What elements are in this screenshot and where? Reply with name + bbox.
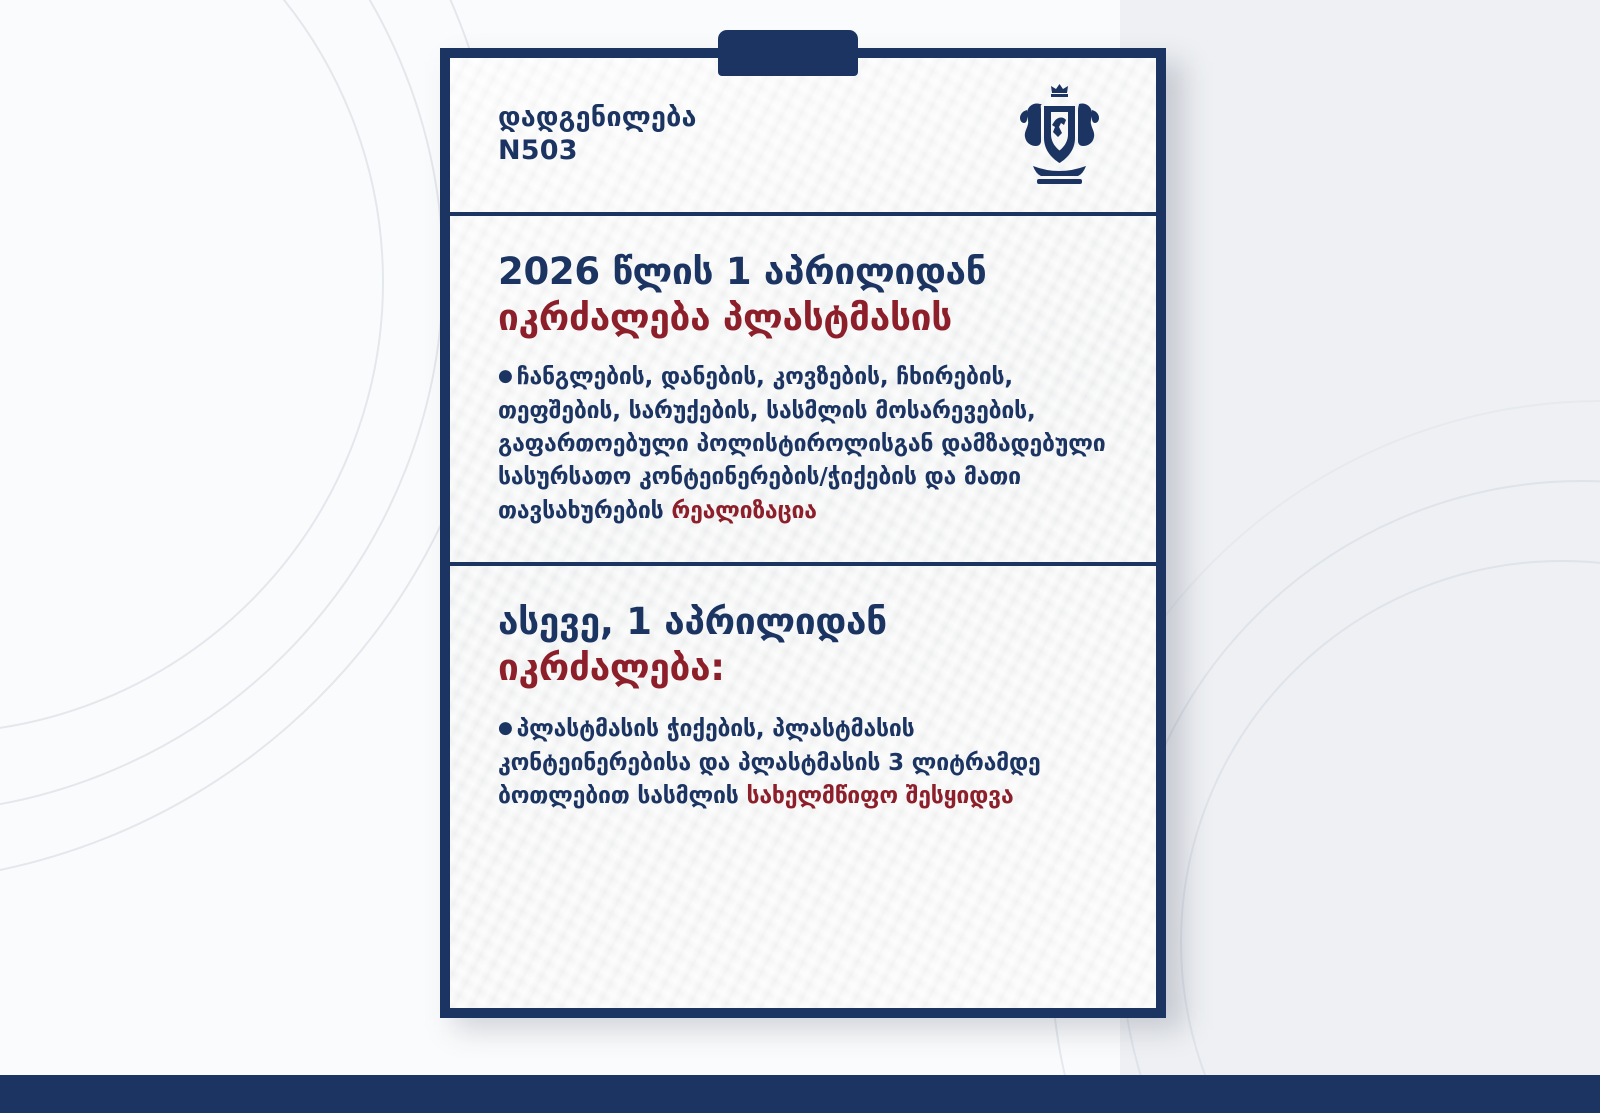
bullet-icon: ● [498,718,513,739]
background-right-panel [1120,0,1600,1075]
section1-headline-red: იკრძალება პლასტმასის [498,295,952,339]
section1-body-highlight: რეალიზაცია [671,497,817,524]
section1-body [498,361,1110,528]
bullet-icon: ● [498,366,513,387]
poster-header [450,58,1156,216]
poster-paper [450,58,1156,1008]
poster-section-ban [450,216,1156,566]
poster-section-procurement [450,566,1156,839]
document-label: დადგენილება [498,102,697,134]
section2-body-highlight: სახელმწიფო შესყიდვა [746,783,1014,810]
footer-bar [0,1075,1600,1113]
section1-headline-blue: 2026 წლის 1 აპრილიდან [498,250,987,293]
section2-body [498,713,1110,813]
georgia-coat-of-arms-icon [1007,80,1112,190]
poster-board [440,48,1166,1018]
clipboard-clip [718,30,858,76]
section2-body-text: პლასტმასის ჭიქების, პლასტმასის კონტეინერებისა და პლასტმასის 3 ლიტრამდე ბოთლებით სასმლის [498,716,1041,810]
section1-body-text: ჩანგლების, დანების, კოვზების, ჩხირების, თეფშების, სარუქების, სასმლის მოსარევების, გაფართოებული პოლისტიროლისგან დამზადებული სასურსათო კონტეინერების/ჭიქების და მათი თავსახურების [498,364,1106,524]
section2-headline-blue: ასევე, 1 აპრილიდან [498,600,887,644]
document-title-block [498,102,697,168]
section2-headline-red: იკრძალება: [498,645,725,689]
document-number: N503 [498,135,578,166]
